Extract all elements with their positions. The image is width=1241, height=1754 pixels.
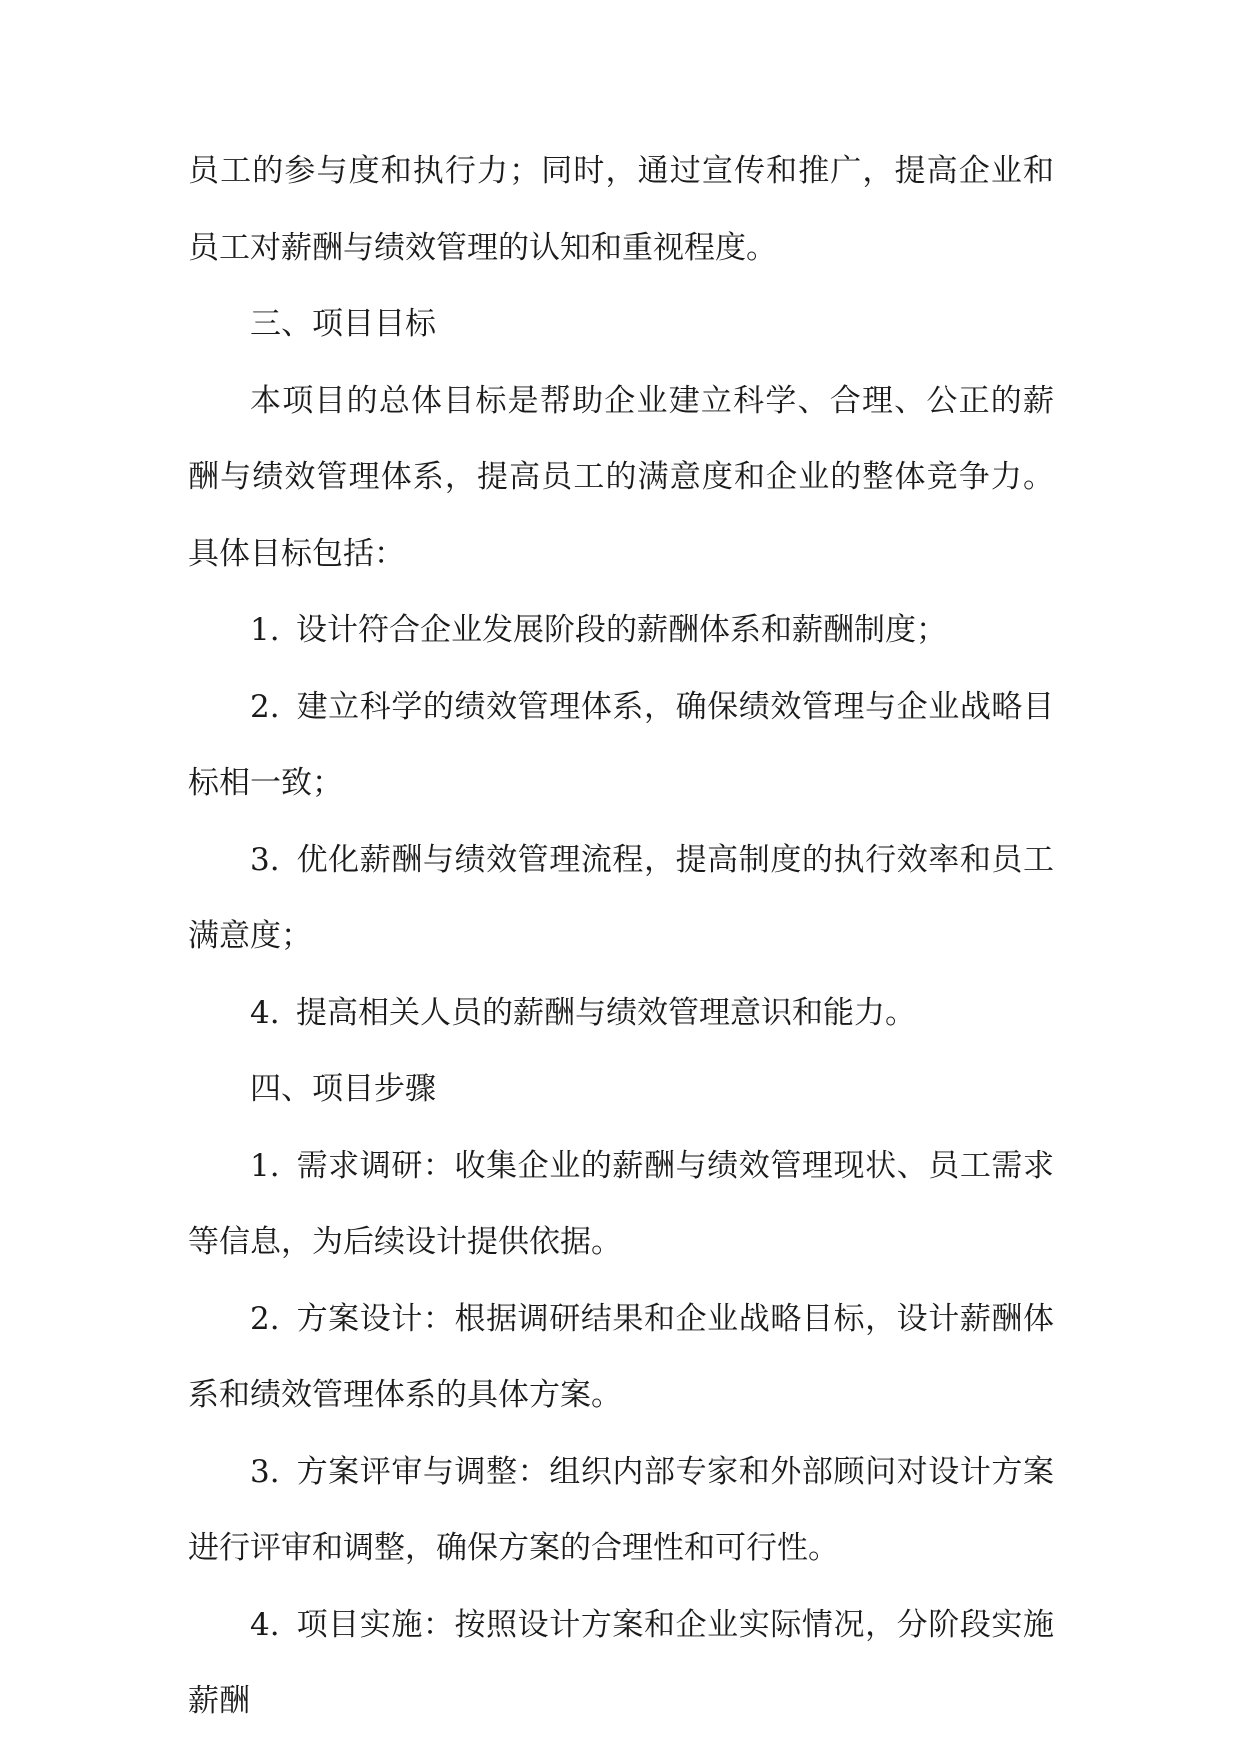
list-item	[188, 592, 1054, 669]
list-item-number: 1.	[250, 612, 280, 648]
list-item-text: 方案评审与调整：组织内部专家和外部顾问对设计方案进行评审和调整，确保方案的合理性和可行性。	[188, 1453, 1054, 1566]
list-item-number: 3.	[250, 1453, 280, 1490]
list-item-text: 设计符合企业发展阶段的薪酬体系和薪酬制度；	[296, 612, 947, 648]
list-item	[188, 1434, 1054, 1587]
list-item-text: 提高相关人员的薪酬与绩效管理意识和能力。	[296, 994, 916, 1031]
list-item-number: 2.	[250, 688, 280, 725]
list-item	[188, 822, 1054, 975]
paragraph-text: 员工的参与度和执行力；同时，通过宣传和推广，提高企业和员工对薪酬与绩效管理的认知和重视程度。	[188, 153, 1054, 266]
list-item-number: 3.	[250, 841, 280, 878]
list-item-number: 4.	[250, 994, 280, 1031]
document-body	[188, 133, 1054, 1740]
paragraph-continuation	[188, 133, 1054, 286]
list-item	[188, 1128, 1054, 1281]
paragraph-text: 本项目的总体目标是帮助企业建立科学、合理、公正的薪酬与绩效管理体系，提高员工的满意度和企业的整体竞争力。具体目标包括：	[188, 382, 1054, 572]
heading-text: 四、项目步骤	[250, 1071, 436, 1107]
list-item	[188, 1587, 1054, 1740]
list-item-number: 1.	[250, 1147, 280, 1184]
list-item-text: 项目实施：按照设计方案和企业实际情况，分阶段实施薪酬	[188, 1606, 1054, 1719]
section-heading-steps	[188, 1051, 1054, 1128]
paragraph-overall-objective	[188, 363, 1054, 593]
list-item	[188, 1281, 1054, 1434]
list-item-number: 4.	[250, 1606, 280, 1643]
list-item	[188, 975, 1054, 1052]
list-item-number: 2.	[250, 1300, 280, 1337]
list-item-text: 需求调研：收集企业的薪酬与绩效管理现状、员工需求等信息，为后续设计提供依据。	[188, 1147, 1054, 1260]
list-item-text: 优化薪酬与绩效管理流程，提高制度的执行效率和员工满意度；	[188, 841, 1054, 954]
heading-text: 三、项目目标	[250, 306, 436, 342]
list-item-text: 建立科学的绩效管理体系，确保绩效管理与企业战略目标相一致；	[188, 688, 1054, 801]
list-item-text: 方案设计：根据调研结果和企业战略目标，设计薪酬体系和绩效管理体系的具体方案。	[188, 1300, 1054, 1413]
section-heading-objectives	[188, 286, 1054, 363]
list-item	[188, 669, 1054, 822]
